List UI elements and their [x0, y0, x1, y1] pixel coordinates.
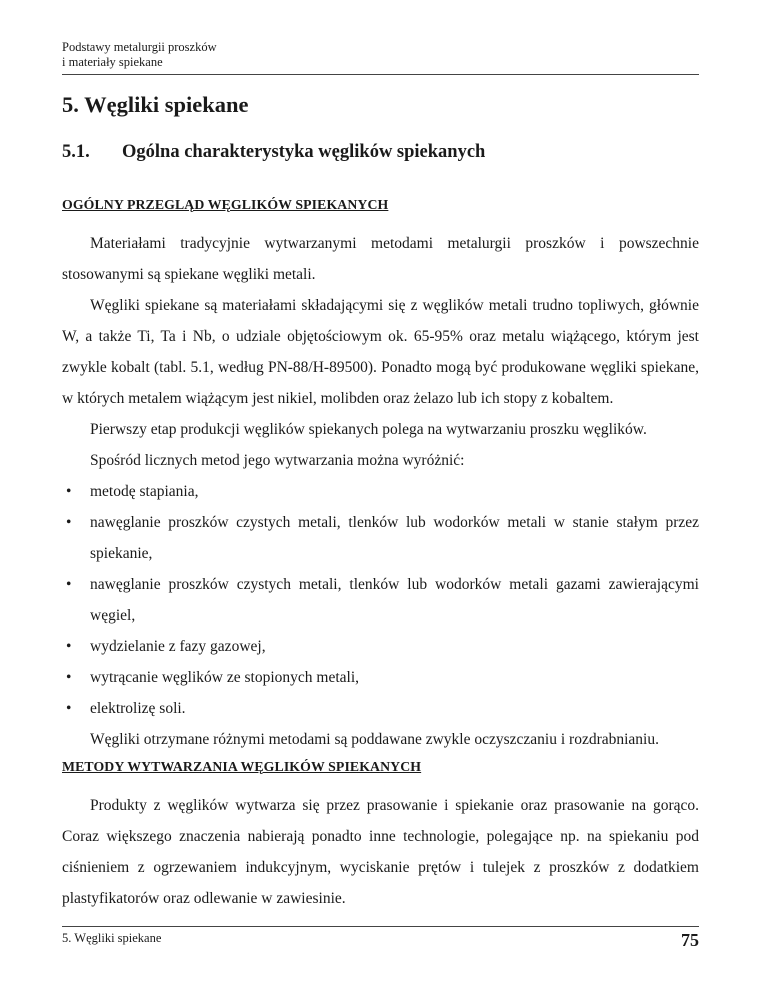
bullet-icon: •: [66, 576, 72, 593]
subsection-heading-overview: OGÓLNY PRZEGLĄD WĘGLIKÓW SPIEKANYCH: [62, 197, 389, 212]
paragraph: Produkty z węglików wytwarza się przez prasowanie i spiekanie oraz prasowanie na gorąco. Coraz większego znaczenia nabierają ponadto inne technologie, polegające np. na spiekaniu pod ciśnieniem z ogrzewaniem indukcyjnym, wyciskanie prętów i tulejek z proszków z dodatkiem plastyfikatorów oraz odlewanie w zawiesinie.: [62, 797, 699, 907]
subsection-heading-methods: METODY WYTWARZANIA WĘGLIKÓW SPIEKANYCH: [62, 759, 422, 774]
methods-body: [62, 790, 699, 914]
page-number: 75: [681, 930, 699, 950]
paragraph: Materiałami tradycyjnie wytwarzanymi metodami metalurgii proszków i powszechnie stosowanymi są spiekane węgliki metali.: [62, 235, 699, 283]
bullet-icon: •: [66, 483, 72, 500]
page-header: [62, 40, 699, 75]
section-number: 5.1.: [62, 142, 90, 162]
overview-body: [62, 228, 699, 755]
list-item: • metodę stapiania,: [62, 476, 699, 507]
list-item: • nawęglanie proszków czystych metali, tlenków lub wodorków metali gazami zawierającymi węgiel,: [62, 569, 699, 631]
footer-label: 5. Węgliki spiekane: [62, 931, 162, 945]
chapter-title: 5. Węgliki spiekane: [62, 92, 249, 117]
methods-list: [62, 476, 699, 724]
list-item: • wydzielanie z fazy gazowej,: [62, 631, 699, 662]
page-footer: [62, 926, 699, 951]
list-item: • nawęglanie proszków czystych metali, tlenków lub wodorków metali w stanie stałym przez spiekanie,: [62, 507, 699, 569]
bullet-icon: •: [66, 669, 72, 686]
header-line-1: Podstawy metalurgii proszków: [62, 40, 217, 54]
header-line-2: i materiały spiekane: [62, 55, 163, 69]
paragraph: Węgliki spiekane są materiałami składającymi się z węglików metali trudno topliwych, głównie W, a także Ti, Ta i Nb, o udziale objętościowym ok. 65-95% oraz metalu wiążącego, którym jest zwykle kobalt (tabl. 5.1, według PN-88/H-89500). Ponadto mogą być produkowane węgliki spiekane, w których metalem wiążącym jest nikiel, molibden oraz żelazo lub ich stopy z kobaltem.: [62, 297, 699, 407]
list-item: • elektrolizę soli.: [62, 693, 699, 724]
bullet-icon: •: [66, 514, 72, 531]
paragraph: Spośród licznych metod jego wytwarzania można wyróżnić:: [90, 452, 465, 469]
section-title: [62, 142, 485, 163]
list-item: • wytrącanie węglików ze stopionych metali,: [62, 662, 699, 693]
bullet-icon: •: [66, 700, 72, 717]
paragraph: Węgliki otrzymane różnymi metodami są poddawane zwykle oczyszczaniu i rozdrabnianiu.: [90, 731, 659, 748]
bullet-icon: •: [66, 638, 72, 655]
paragraph: Pierwszy etap produkcji węglików spiekanych polega na wytwarzaniu proszku węglików.: [90, 421, 647, 438]
section-title-text: Ogólna charakterystyka węglików spiekanych: [122, 142, 486, 162]
